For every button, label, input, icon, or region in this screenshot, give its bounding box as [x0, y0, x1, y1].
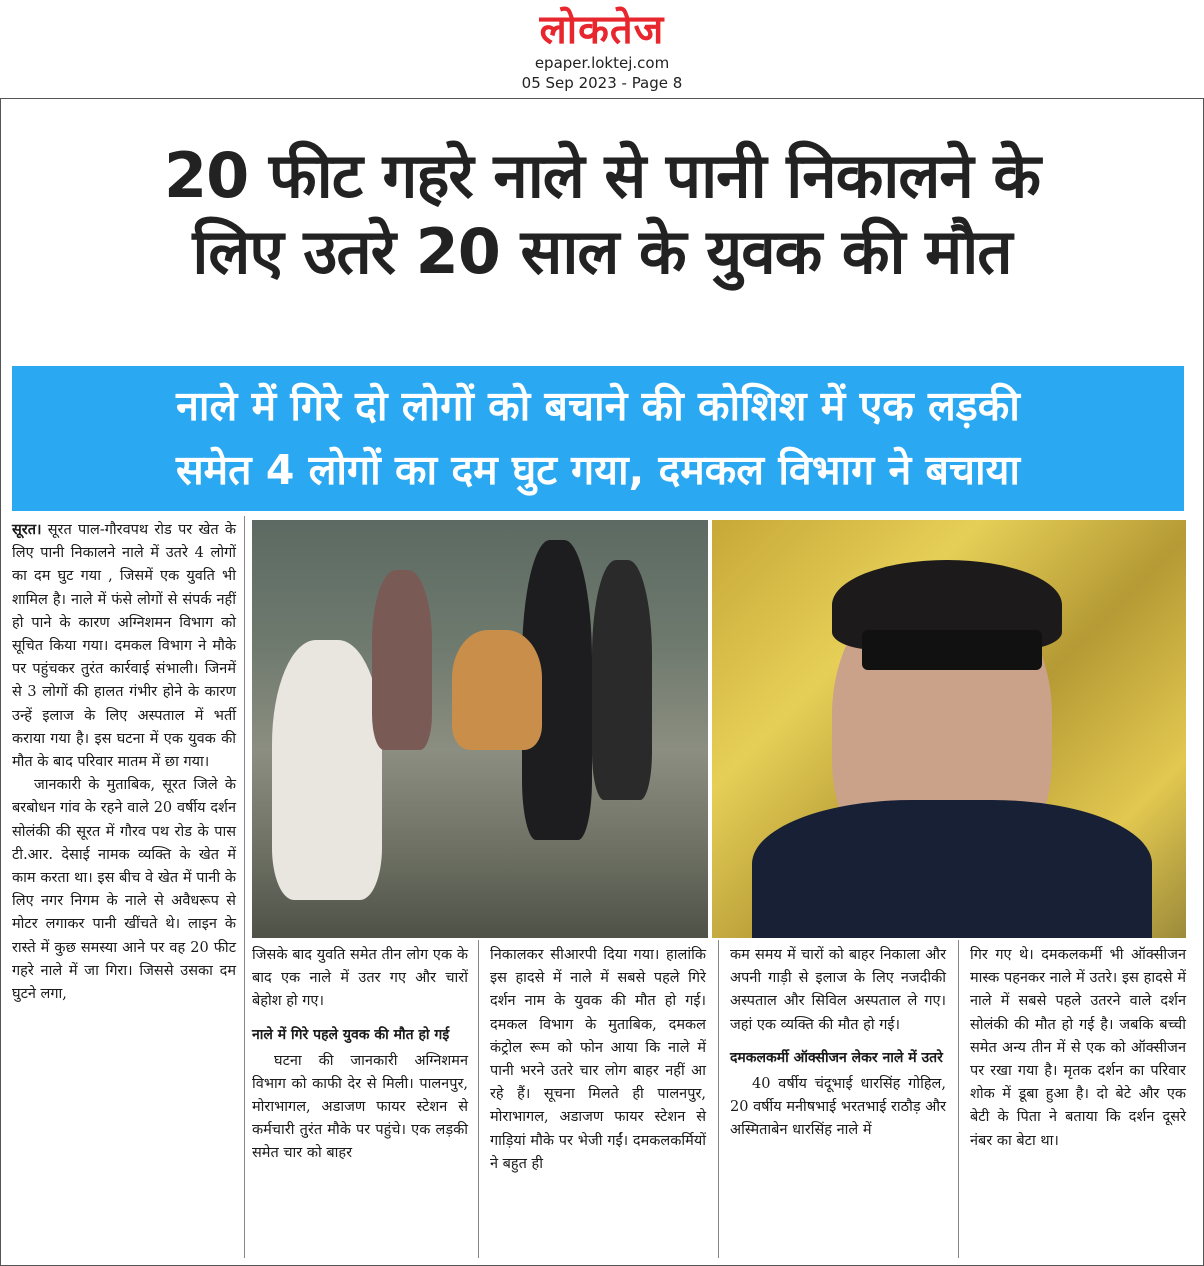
subhead [12, 374, 1184, 502]
dateline: सूरत। [12, 521, 42, 538]
column-divider [244, 516, 245, 1258]
edition-date: 05 Sep 2023 - Page 8 [521, 74, 683, 92]
paragraph-text: सूरत पाल-गौरवपथ रोड पर खेत के लिए पानी निकालने नाले में उतरे 4 लोगों का दम घुट गया , जिसमें एक युवति भी शामिल है। नाले में फंसे लोगों से संपर्क नहीं हो पाने के कारण अग्निशमन विभाग को सूचित किया गया। दमकल विभाग ने मौके पर पहुंचकर तुरंत कार्रवाई संभाली। जिनमें से 3 लोगों की हालत गंभीर होने के कारण उन्हें इलाज के लिए अस्पताल में भर्ती कराया गया है। इस घटना में एक युवक की मौत के बाद परिवार मातम में छा गया। [12, 522, 236, 771]
headline-line-1: 20 फीट गहरे नाले से पानी निकालने के [163, 139, 1041, 212]
paragraph: कम समय में चारों को बाहर निकाला और अपनी गाड़ी से इलाज के लिए नजदीकी अस्पताल और सिविल अस्पताल ले गए। जहां एक व्यक्ति की मौत हो गई। [730, 947, 946, 1033]
subhead-line-1: नाले में गिरे दो लोगों को बचाने की कोशिश में एक लड़की [176, 382, 1020, 430]
paragraph: घटना की जानकारी अग्निशमन विभाग को काफी देर से मिली। पालनपुर, मोराभागल, अडाजण फायर स्टेशन से कर्मचारी तुरंत मौके पर पहुंचे। एक लड़की समेत चार को बाहर [252, 1052, 468, 1162]
masthead [0, 0, 1204, 98]
column-divider [958, 940, 959, 1258]
paragraph: गिर गए थे। दमकलकर्मी भी ऑक्सीजन मास्क पहनकर नाले में उतरे। इस हादसे में नाले में सबसे पहले उतरने वाले दर्शन सोलंकी की मौत हो गई है। जबकि बच्ची समेत अन्य तीन में से एक को ऑक्सीजन पर रखा गया है। मृतक दर्शन का परिवार शोक में डूबा हुआ है। दो बेटे और एक बेटी के पिता ने बताया कि दर्शन दूसरे नंबर का बेटा था। [970, 947, 1186, 1149]
subhead-line-2: समेत 4 लोगों का दम घुट गया, दमकल विभाग ने बचाया [175, 446, 1021, 494]
article-column-2 [252, 944, 468, 1166]
epaper-url: epaper.loktej.com [534, 54, 670, 72]
section-subtitle: दमकलकर्मी ऑक्सीजन लेकर नाले में उतरे [730, 1049, 943, 1066]
article-column-1 [12, 518, 236, 1006]
paragraph: 40 वर्षीय चंदूभाई धारसिंह गोहिल, 20 वर्षीय मनीषभाई भरतभाई राठौड़ और अस्मिताबेन धारसिंह नाले में [730, 1075, 946, 1139]
paragraph: निकालकर सीआरपी दिया गया। हालांकि इस हादसे में नाले में सबसे पहले गिरे दर्शन नाम के युवक की मौत हो गई। दमकल विभाग के मुताबिक, दमकल कंट्रोल रूम को फोन आया कि नाले में पानी भरने उतरे चार लोग बाहर नहीं आ रहे हैं। सूचना मिलते ही पालनपुर, मोराभागल, अडाजण फायर स्टेशन से गाड़ियां मौके पर भेजी गईं। दमकलकर्मियों ने बहुत ही [490, 947, 706, 1172]
newspaper-logo: लोकतेज [539, 7, 665, 53]
rescue-scene-photo [252, 520, 708, 938]
paragraph: जिसके बाद युवति समेत तीन लोग एक के बाद एक नाले में उतर गए और चारों बेहोश हो गए। [252, 947, 468, 1010]
column-divider [478, 940, 479, 1258]
article-column-5 [970, 944, 1186, 1153]
victim-portrait-photo [712, 520, 1186, 938]
article-column-3 [490, 944, 706, 1176]
headline [0, 138, 1204, 290]
headline-line-2: लिए उतरे 20 साल के युवक की मौत [192, 215, 1012, 288]
paragraph: जानकारी के मुताबिक, सूरत जिले के बरबोधन गांव के रहने वाले 20 वर्षीय दर्शन सोलंकी की सूरत में गौरव पथ रोड के पास टी.आर. देसाई नामक व्यक्ति के खेत में काम करता था। इस बीच वे खेत में पानी के लिए नगर निगम के नाले से अवैधरूप से मोटर लगाकर पानी खींचते थे। लाइन के रास्ते में कुछ समस्या आने पर वह 20 फीट गहरे नाले में जा गिरा। जिससे उसका दम घुटने लगा, [12, 777, 236, 1003]
article-column-4 [730, 944, 946, 1142]
column-divider [718, 940, 719, 1258]
paragraph [12, 518, 236, 774]
section-subtitle: नाले में गिरे पहले युवक की मौत हो गई [252, 1026, 450, 1043]
